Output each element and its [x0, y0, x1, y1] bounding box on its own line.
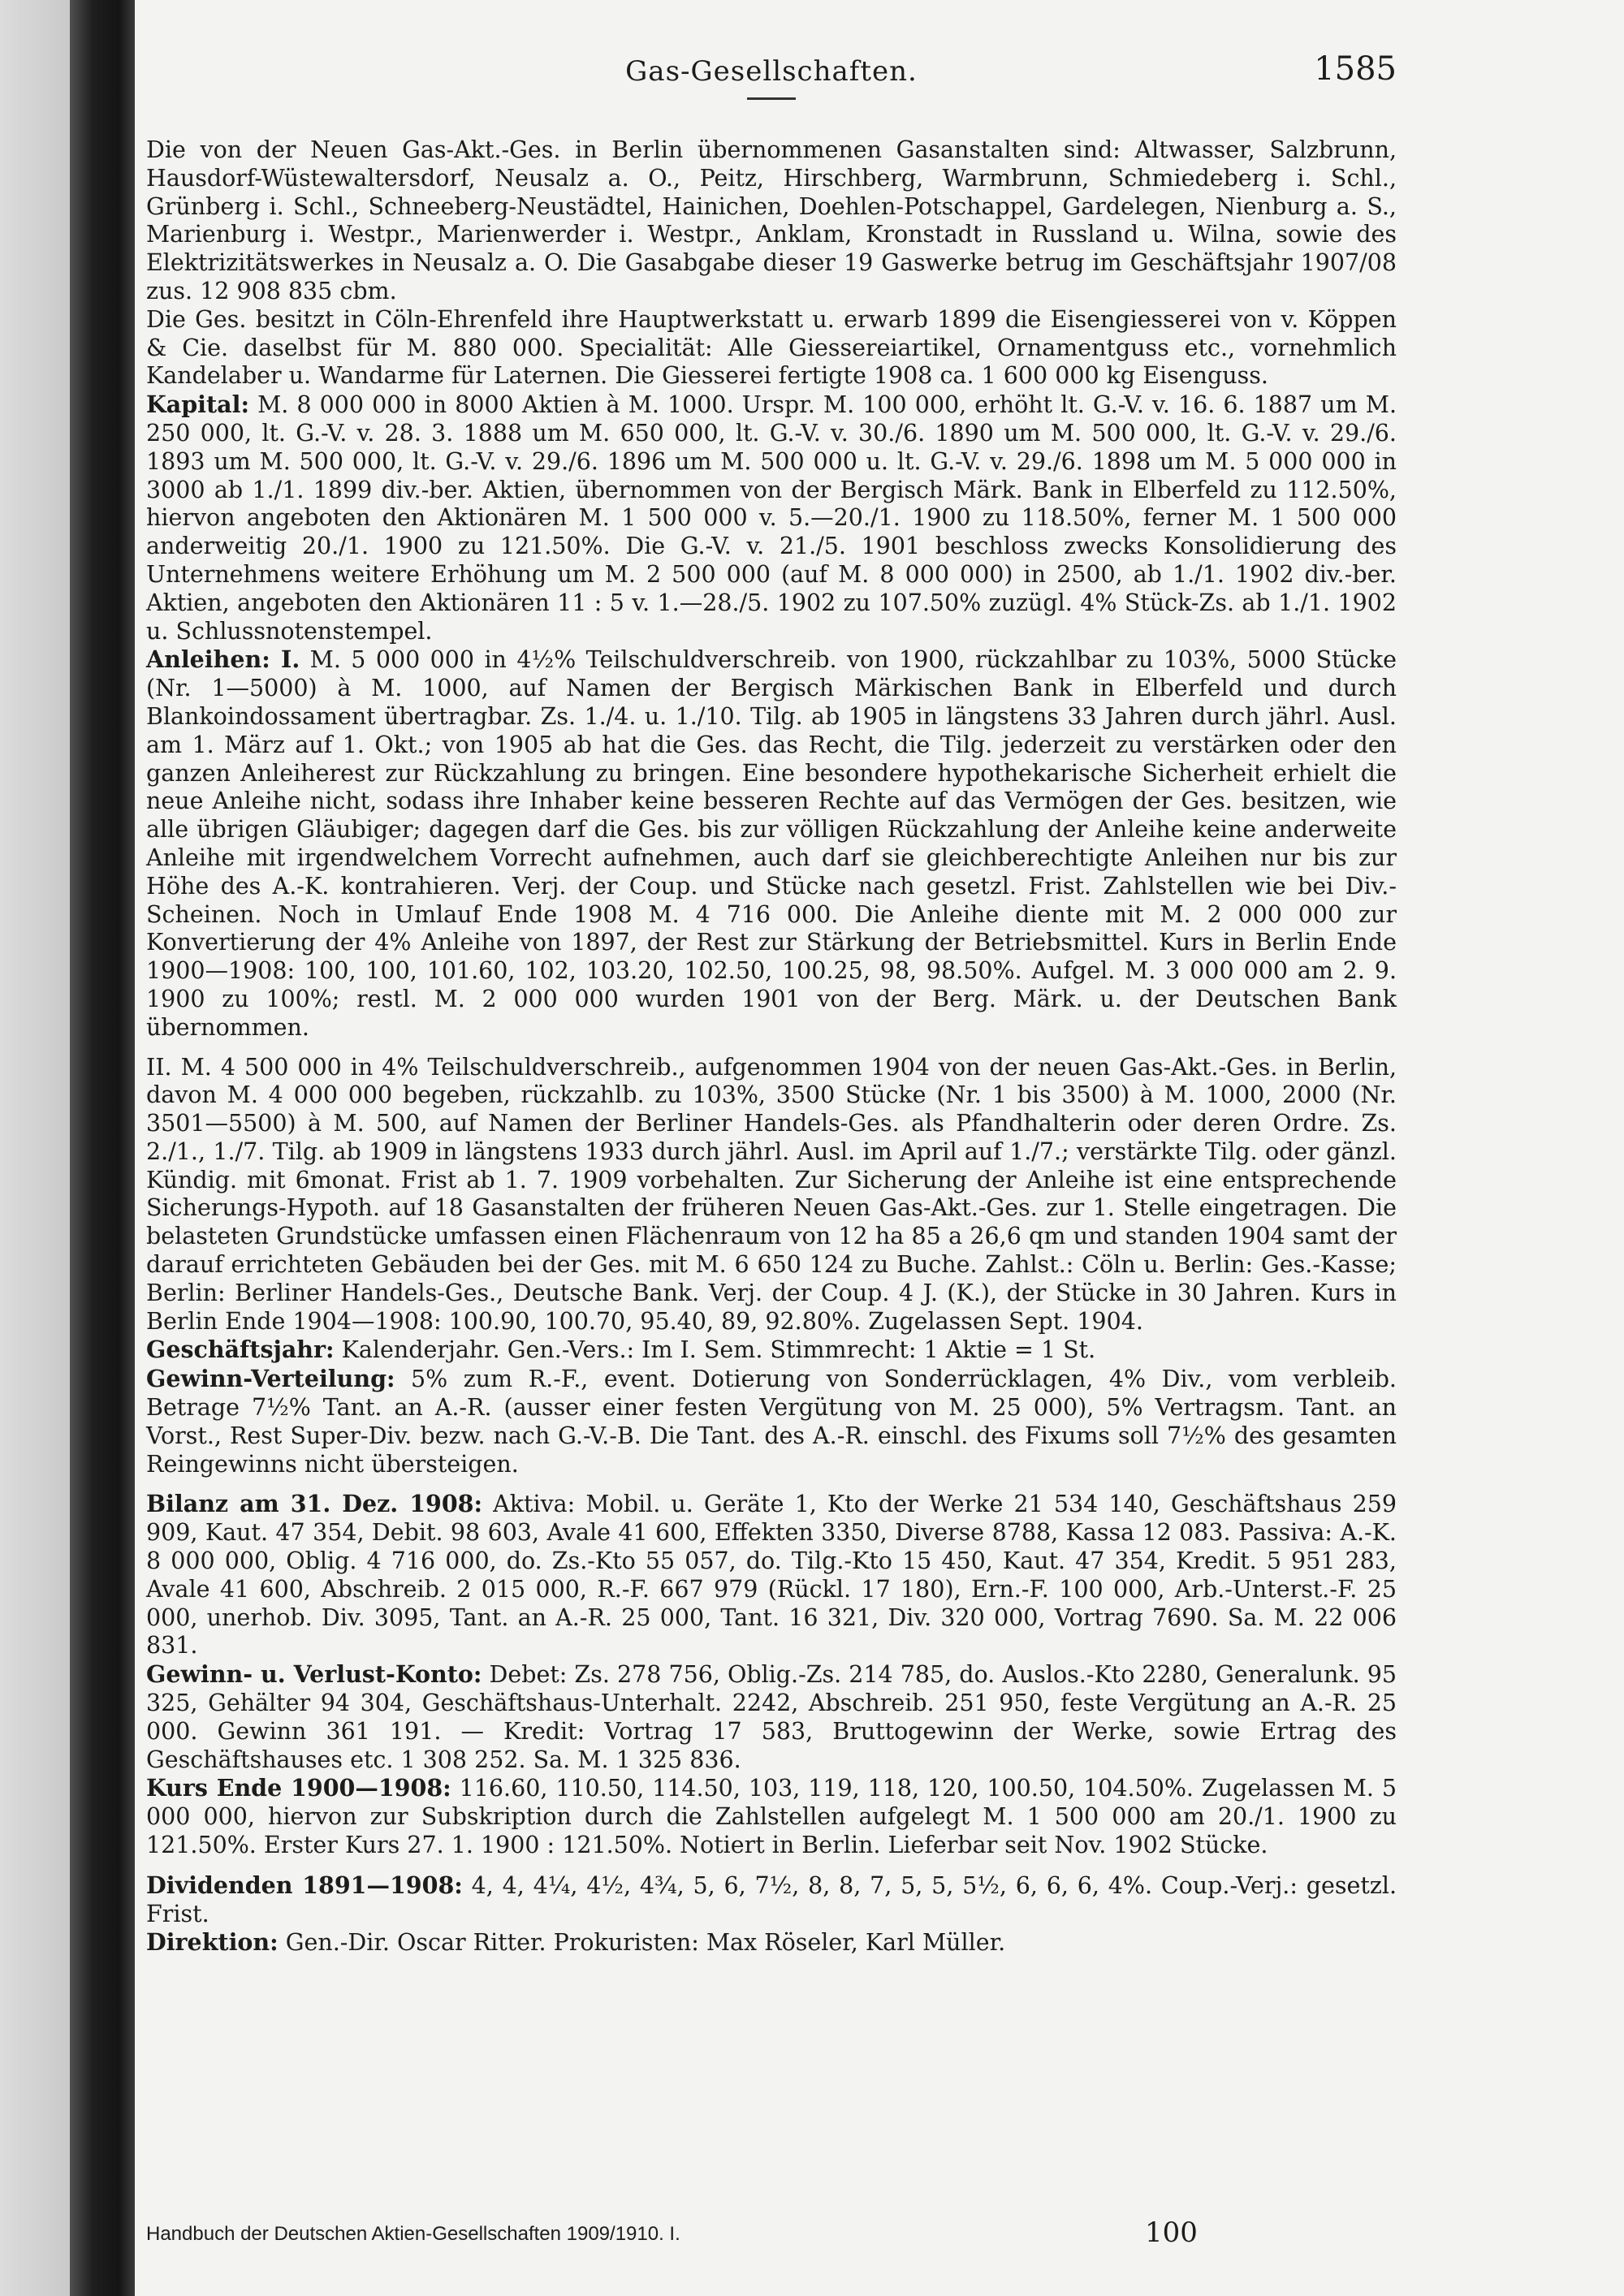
previous-page-edge: [0, 0, 70, 2296]
paragraph-kurs: Kurs Ende 1900—1908: 116.60, 110.50, 114.50, 103, 119, 118, 120, 100.50, 104.50%. Zugelassen M. 5 000 000, hiervon zur Subskription durch die Zahlstellen aufgelegt M. 1 500 000 am 20./1. 1900 zu 121.50%. Erster Kurs 27. 1. 1900 : 121.50%. Notiert in Berlin. Lieferbar seit Nov. 1902 Stücke.: [146, 1774, 1397, 1859]
paragraph-dividenden: Dividenden 1891—1908: 4, 4, 4¼, 4½, 4¾, 5, 6, 7½, 8, 8, 7, 5, 5, 5½, 6, 6, 6, 4%. Coup.-Verj.: gesetzl. Frist.: [146, 1871, 1397, 1927]
header-rule: [747, 97, 796, 100]
document-body: [146, 136, 1397, 1957]
paragraph-kapital: Kapital: M. 8 000 000 in 8000 Aktien à M. 1000. Urspr. M. 100 000, erhöht lt. G.-V. v. 16. 6. 1887 um M. 250 000, lt. G.-V. v. 28. 3. 1888 um M. 650 000, lt. G.-V. v. 30./6. 1890 um M. 500 000, lt. G.-V. v. 29./6. 1893 um M. 500 000, lt. G.-V. v. 29./6. 1896 um M. 500 000 u. lt. G.-V. v. 29./6. 1898 um M. 5 000 000 in 3000 ab 1./1. 1899 div.-ber. Aktien, übernommen von der Bergisch Märk. Bank in Elberfeld zu 112.50%, hiervon angeboten den Aktionären M. 1 500 000 v. 5.—20./1. 1900 zu 118.50%, ferner M. 1 500 000 anderweitig 20./1. 1900 zu 121.50%. Die G.-V. v. 21./5. 1901 beschloss zwecks Konsolidierung des Unternehmens weitere Erhöhung um M. 2 500 000 (auf M. 8 000 000) in 2500, ab 1./1. 1902 div.-ber. Aktien, angeboten den Aktionären 11 : 5 v. 1.—28./5. 1902 zu 107.50% zuzügl. 4% Stück-Zs. ab 1./1. 1902 u. Schlussnotenstempel.: [146, 391, 1397, 645]
section-label: II.: [146, 1053, 172, 1081]
paragraph-bilanz: Bilanz am 31. Dez. 1908: Aktiva: Mobil. u. Geräte 1, Kto der Werke 21 534 140, Geschäftshaus 259 909, Kaut. 47 354, Debit. 98 603, Avale 41 600, Effekten 3350, Diverse 8788, Kassa 12 083. Passiva: A.-K. 8 000 000, Oblig. 4 716 000, do. Zs.-Kto 55 057, do. Tilg.-Kto 15 450, Kaut. 47 354, Kredit. 5 951 283, Avale 41 600, Abschreib. 2 015 000, R.-F. 667 979 (Rückl. 17 180), Ern.-F. 100 000, Arb.-Unterst.-F. 25 000, unerhob. Div. 3095, Tant. an A.-R. 25 000, Tant. 16 321, Div. 320 000, Vortrag 7690. Sa. M. 22 006 831.: [146, 1490, 1397, 1659]
paragraph-werkstatt: Die Ges. besitzt in Cöln-Ehrenfeld ihre Hauptwerkstatt u. erwarb 1899 die Eisengiesserei von v. Köppen & Cie. daselbst für M. 880 000. Specialität: Alle Giessereiartikel, Ornamentguss etc., vornehmlich Kandelaber u. Wandarme für Laternen. Die Giesserei fertigte 1908 ca. 1 600 000 kg Eisenguss.: [146, 305, 1397, 390]
section-label: Dividenden 1891—1908:: [146, 1871, 463, 1899]
page-header: [146, 49, 1397, 106]
paragraph-gasanstalten: Die von der Neuen Gas-Akt.-Ges. in Berlin übernommenen Gasanstalten sind: Altwasser, Salzbrunn, Hausdorf-Wüstewaltersdorf, Neusalz a. O., Peitz, Hirschberg, Warmbrunn, Schmiedeberg i. Schl., Grünberg i. Schl., Schneeberg-Neustädtel, Hainichen, Doehlen-Potschappel, Gardelegen, Nienburg a. S., Marienburg i. Westpr., Marienwerder i. Westpr., Anklam, Kronstadt in Russland u. Wilna, sowie des Elektrizitätswerkes in Neusalz a. O. Die Gasabgabe dieser 19 Gaswerke betrug im Geschäftsjahr 1907/08 zus. 12 908 835 cbm.: [146, 136, 1397, 304]
section-label: Direktion:: [146, 1928, 279, 1957]
document-page: [146, 49, 1397, 1957]
page-number: 1585: [1314, 50, 1397, 88]
section-label: Kurs Ende 1900—1908:: [146, 1774, 451, 1802]
section-label: Anleihen: I.: [146, 645, 300, 674]
footer-title: Handbuch der Deutschen Aktien-Gesellschaften 1909/1910. I.: [146, 2223, 680, 2245]
paragraph-gewinn-verteilung: Gewinn-Verteilung: 5% zum R.-F., event. Dotierung von Sonderrücklagen, 4% Div., vom verbleib. Betrage 7½% Tant. an A.-R. (ausser einer festen Vergütung von M. 25 000), 5% Vertragsm. Tant. an Vorst., Rest Super-Div. bezw. nach G.-V.-B. Die Tant. des A.-R. einschl. des Fixums soll 7½% des gesamten Reingewinns nicht übersteigen.: [146, 1365, 1397, 1478]
section-label: Geschäftsjahr:: [146, 1336, 335, 1364]
book-binding-shadow: [70, 0, 135, 2296]
paragraph-anleihe-2: II. M. 4 500 000 in 4% Teilschuldverschreib., aufgenommen 1904 von der neuen Gas-Akt.-Ges. in Berlin, davon M. 4 000 000 begeben, rückzahlb. zu 103%, 3500 Stücke (Nr. 1 bis 3500) à M. 1000, 2000 (Nr. 3501—5500) à M. 500, auf Namen der Berliner Handels-Ges. als Pfandhalterin oder deren Ordre. Zs. 2./1., 1./7. Tilg. ab 1909 in längstens 1933 durch jährl. Ausl. im April auf 1./7.; verstärkte Tilg. oder gänzl. Kündig. mit 6monat. Frist ab 1. 7. 1909 vorbehalten. Zur Sicherung der Anleihe ist eine entsprechende Sicherungs-Hypoth. auf 18 Gasanstalten der früheren Neuen Gas-Akt.-Ges. zur 1. Stelle eingetragen. Die belasteten Grundstücke umfassen einen Flächenraum von 12 ha 85 a 26,6 qm und standen 1904 samt der darauf errichteten Gebäuden bei der Ges. mit M. 6 650 124 zu Buche. Zahlst.: Cöln u. Berlin: Ges.-Kasse; Berlin: Berliner Handels-Ges., Deutsche Bank. Verj. der Coup. 4 J. (K.), der Stücke in 30 Jahren. Kurs in Berlin Ende 1904—1908: 100.90, 100.70, 95.40, 89, 92.80%. Zugelassen Sept. 1904.: [146, 1053, 1397, 1335]
section-label: Gewinn- u. Verlust-Konto:: [146, 1660, 482, 1689]
section-label: Kapital:: [146, 391, 249, 419]
paragraph-geschaeftsjahr: Geschäftsjahr: Kalenderjahr. Gen.-Vers.: Im I. Sem. Stimmrecht: 1 Aktie = 1 St.: [146, 1336, 1096, 1364]
paragraph-anleihe-1: Anleihen: I. M. 5 000 000 in 4½% Teilschuldverschreib. von 1900, rückzahlbar zu 103%, 5000 Stücke (Nr. 1—5000) à M. 1000, auf Namen der Bergisch Märkischen Bank in Elberfeld und durch Blankoindossament übertragbar. Zs. 1./4. u. 1./10. Tilg. ab 1905 in längstens 33 Jahren durch jährl. Ausl. am 1. März auf 1. Okt.; von 1905 ab hat die Ges. das Recht, die Tilg. jederzeit zu verstärken oder den ganzen Anleiherest zur Rückzahlung zu bringen. Eine besondere hypothekarische Sicherheit erhielt die neue Anleihe nicht, sodass ihre Inhaber keine besseren Rechte auf das Vermögen der Ges. besitzen, wie alle übrigen Gläubiger; dagegen darf die Ges. bis zur völligen Rückzahlung der Anleihe keine anderweite Anleihe mit irgendwelchem Vorrecht aufnehmen, auch darf sie gleichberechtigte Anleihen nur bis zur Höhe des A.-K. kontrahieren. Verj. der Coup. und Stücke nach gesetzl. Frist. Zahlstellen wie bei Div.-Scheinen. Noch in Umlauf Ende 1908 M. 4 716 000. Die Anleihe diente mit M. 2 000 000 zur Konvertierung der 4% Anleihe von 1897, der Rest zur Stärkung der Betriebsmittel. Kurs in Berlin Ende 1900—1908: 100, 100, 101.60, 102, 103.20, 102.50, 100.25, 98, 98.50%. Aufgel. M. 3 000 000 am 2. 9. 1900 zu 100%; restl. M. 2 000 000 wurden 1901 von der Berg. Märk. u. der Deutschen Bank übernommen.: [146, 645, 1397, 1041]
paragraph-direktion: Direktion: Gen.-Dir. Oscar Ritter. Prokuristen: Max Röseler, Karl Müller.: [146, 1928, 1006, 1957]
sheet-number: 100: [1145, 2216, 1198, 2249]
paragraph-gewinn-verlust: Gewinn- u. Verlust-Konto: Debet: Zs. 278 756, Oblig.-Zs. 214 785, do. Auslos.-Kto 2280, Generalunk. 95 325, Gehälter 94 304, Geschäftshaus-Unterhalt. 2242, Abschreib. 251 950, feste Vergütung an A.-R. 25 000. Gewinn 361 191. — Kredit: Vortrag 17 583, Bruttogewinn der Werke, sowie Ertrag des Geschäftshauses etc. 1 308 252. Sa. M. 1 325 836.: [146, 1660, 1397, 1773]
section-label: Gewinn-Verteilung:: [146, 1365, 395, 1393]
running-head: Gas-Gesellschaften.: [625, 55, 918, 88]
section-label: Bilanz am 31. Dez. 1908:: [146, 1490, 483, 1518]
